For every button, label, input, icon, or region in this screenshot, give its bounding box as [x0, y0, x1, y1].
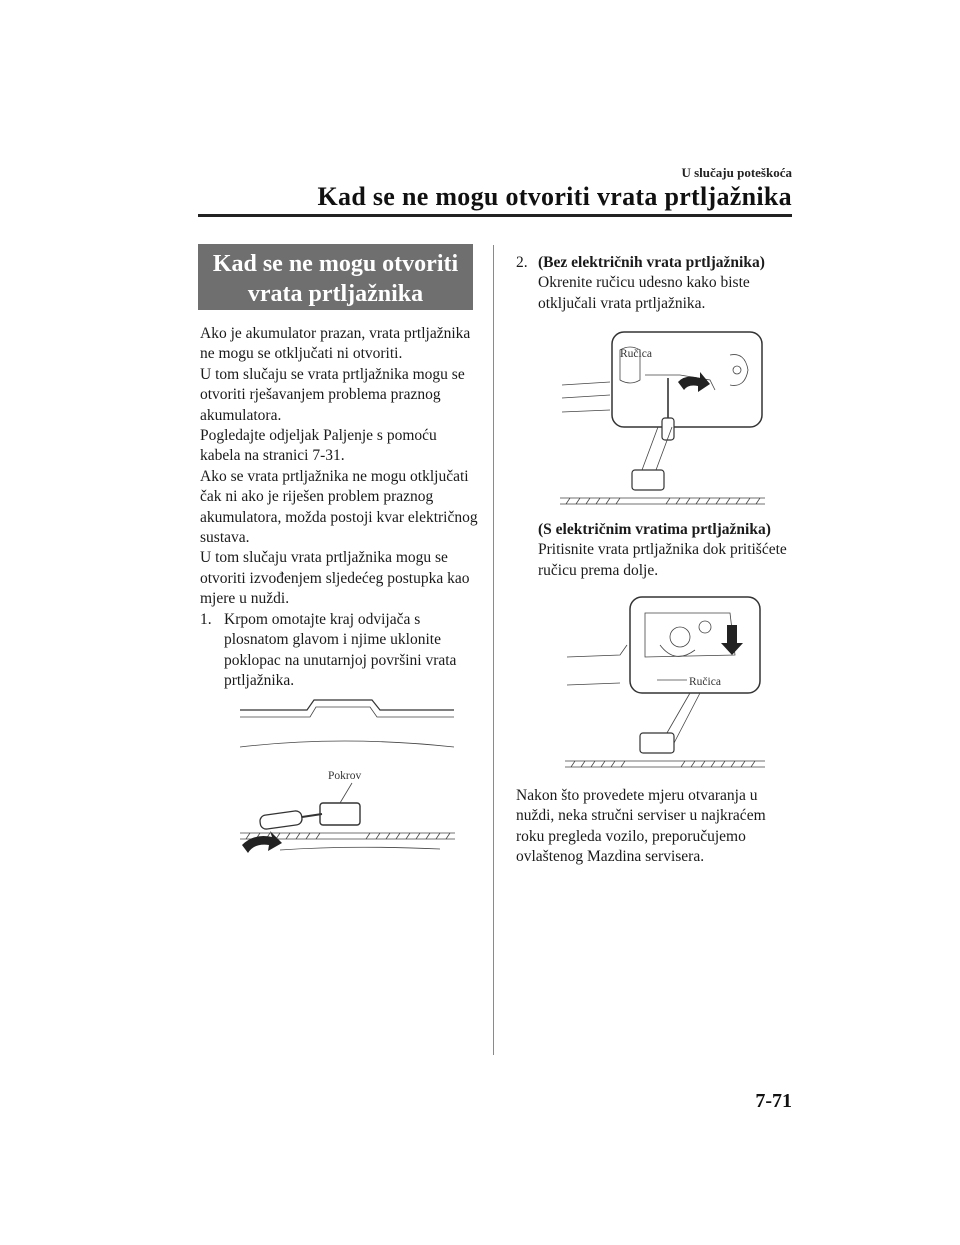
section-label: U slučaju poteškoća [681, 165, 792, 180]
closing-text: Nakon što provedete mjeru otvaranja u nuždi, neka stručni serviser u najkraćem roku pregleda vozilo, preporučujemo ovlaštenog Mazdina servisera. [516, 787, 766, 866]
heading-rule [198, 214, 792, 217]
step-2-heading: (Bez električnih vrata prtljažnika) [538, 254, 765, 271]
paragraph: Ako je akumulator prazan, vrata prtljažnika ne mogu se otključati ni otvoriti. [200, 325, 471, 363]
cover-shape [320, 803, 360, 825]
step-2-text: Okrenite ručicu udesno kako biste otključali vrata prtljažnika. [538, 274, 750, 312]
step-2 [516, 253, 796, 314]
paragraph: U tom slučaju vrata prtljažnika mogu se otvoriti izvođenjem sljedećeg postupka kao mjere u nuždi. [200, 549, 470, 608]
screwdriver-icon [259, 810, 322, 830]
figure-3-label: Ručica [689, 676, 721, 688]
figure-handle-power [565, 595, 775, 780]
step-1-text: Krpom omotajte kraj odvijača s plosnatom glavom i njime uklonite poklopac na unutarnjoj površini vrata prtljažnika. [224, 610, 457, 689]
figure-1-label: Pokrov [328, 770, 362, 782]
page-heading: Kad se ne mogu otvoriti vrata prtljažnika [317, 182, 792, 211]
figure-handle-manual [560, 330, 770, 515]
paragraph: Pogledajte odjeljak Paljenje s pomoću kabela na stranici 7-31. [200, 427, 437, 465]
figure-2-label: Ručica [620, 348, 652, 360]
sub-heading: (S električnim vratima prtljažnika) [538, 521, 771, 538]
left-column [200, 324, 480, 691]
figure-cover-removal [232, 695, 462, 865]
sub-text: Pritisnite vrata prtljažnika dok pritišćete ručicu prema dolje. [538, 541, 787, 579]
section-title-box [198, 244, 473, 310]
section-title-line1: Kad se ne mogu otvoriti [212, 251, 459, 277]
cover-leader [340, 783, 352, 803]
paragraph: Ako se vrata prtljažnika ne mogu otključati čak ni ako je riješen problem praznog akumulatora, možda postoji kvar električnog sustava. [200, 467, 478, 547]
step-1 [200, 610, 480, 692]
handle-location-shape [632, 470, 664, 490]
step-2-number: 2. [516, 254, 528, 271]
step-1-number: 1. [200, 610, 212, 628]
column-divider [493, 245, 494, 1055]
section-title-line2: vrata prtljažnika [247, 281, 424, 307]
power-liftgate-section [538, 520, 798, 581]
handle-location-shape [640, 733, 674, 753]
arrow-icon [242, 831, 282, 853]
page-number: 7-71 [755, 1090, 792, 1112]
paragraph: U tom slučaju se vrata prtljažnika mogu se otvoriti rješavanjem problema praznog akumulatora. [200, 365, 465, 424]
